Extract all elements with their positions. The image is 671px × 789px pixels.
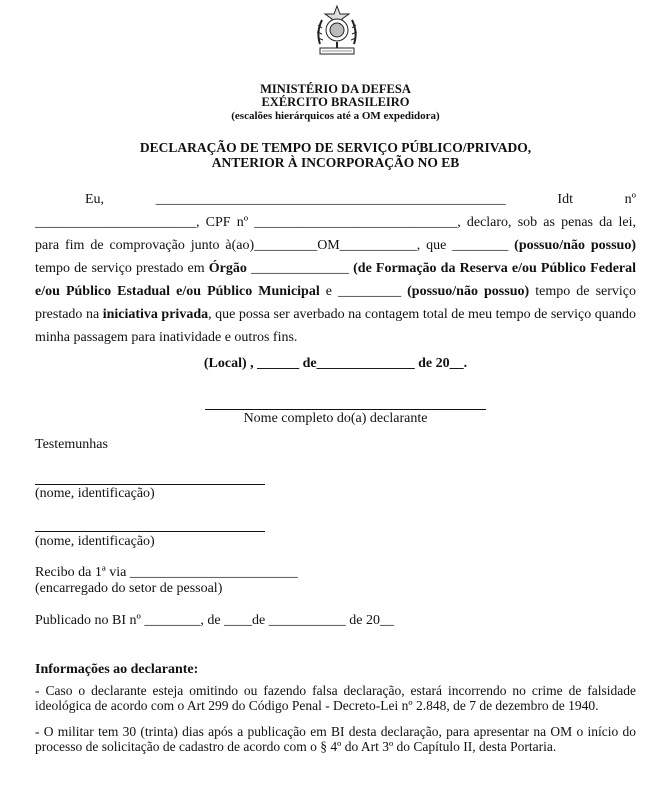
signature-label: Nome completo do(a) declarante (243, 411, 428, 426)
cpf-label: , CPF nº (196, 215, 255, 230)
signature-line[interactable] (205, 409, 486, 410)
document-title-line1: DECLARAÇÃO DE TEMPO DE SERVIÇO PÚBLICO/PRIVADO, (139, 140, 532, 155)
idt-blank[interactable]: _______________________ (35, 215, 196, 230)
witnesses-title: Testemunhas (35, 437, 108, 452)
possuo-blank-1[interactable]: ________ (452, 238, 509, 253)
cpf-blank[interactable]: _____________________________ (254, 215, 458, 230)
published-line[interactable]: Publicado no BI nº ________, de ____de ___________ de 20__ (35, 613, 394, 628)
name-blank[interactable]: __________________________________________________ (155, 192, 506, 207)
witness-1-line[interactable] (35, 484, 265, 485)
info-item-2: - O militar tem 30 (trinta) dias após a publicação em BI desta declaração, para apresentar na OM o início do processo de solicitação de cadastro de acordo com o § 4º do Art 3º do Capítulo II, desta Portaria. (35, 724, 636, 754)
declaration-paragraph (35, 188, 636, 349)
army-name: EXÉRCITO BRASILEIRO (261, 95, 410, 109)
orgao-label: Órgão (208, 261, 247, 276)
om-blank-1[interactable]: _________ (254, 238, 318, 253)
declaration-closing: , que possa ser averbado na contagem total de meu tempo de serviço quando minha passagem para inatividade e outros fins. (35, 307, 636, 345)
tempo-text-1: tempo de serviço prestado em (35, 261, 209, 276)
possuo-option-2: (possuo/não possuo) (401, 284, 530, 299)
idt-label: Idt nº (505, 192, 636, 207)
tempo-text-2: tempo de serviço prestado na (35, 284, 636, 322)
ministry-name: MINISTÉRIO DA DEFESA (260, 82, 411, 96)
brazil-coat-of-arms-emblem (312, 4, 362, 58)
witness-2-line[interactable] (35, 531, 265, 532)
possuo-blank-2[interactable]: _________ (338, 284, 402, 299)
local-date-line[interactable]: (Local) , ______ de______________ de 20__. (203, 356, 468, 371)
om-label: OM (317, 238, 340, 253)
e-text: e (319, 284, 339, 299)
info-item-1: - Caso o declarante esteja omitindo ou fazendo falsa declaração, estará incorrendo no crime de falsidade ideológica de acordo com o Art 299 do Código Penal - Decreto-Lei nº 2.848, de 7 de dezembro de 1940. (35, 683, 636, 713)
info-title: Informações ao declarante: (35, 662, 199, 677)
receipt-line[interactable]: Recibo da 1ª via ________________________ (35, 565, 298, 580)
om-blank-2[interactable]: ___________ (339, 238, 417, 253)
witness-2-label: (nome, identificação) (35, 534, 155, 549)
header-subtitle: (escalões hierárquicos até a OM expedidora) (231, 110, 440, 122)
declaration-text: , declaro, sob as penas da lei, para fim de comprovação junto à(ao) (35, 215, 636, 253)
orgao-blank[interactable]: ______________ (246, 261, 354, 276)
document-title-line2: ANTERIOR À INCORPORAÇÃO NO EB (211, 155, 460, 170)
orgao-types: (de Formação da Reserva e/ou Público Federal e/ou Público Estadual e/ou Público Municipal (35, 261, 637, 299)
que-text: , que (416, 238, 453, 253)
receipt-label: (encarregado do setor de pessoal) (35, 581, 223, 596)
possuo-option-1: (possuo/não possuo) (508, 238, 637, 253)
private-sector-label: iniciativa privada (102, 307, 209, 322)
declarant-intro: Eu, (85, 192, 156, 207)
witness-1-label: (nome, identificação) (35, 486, 155, 501)
